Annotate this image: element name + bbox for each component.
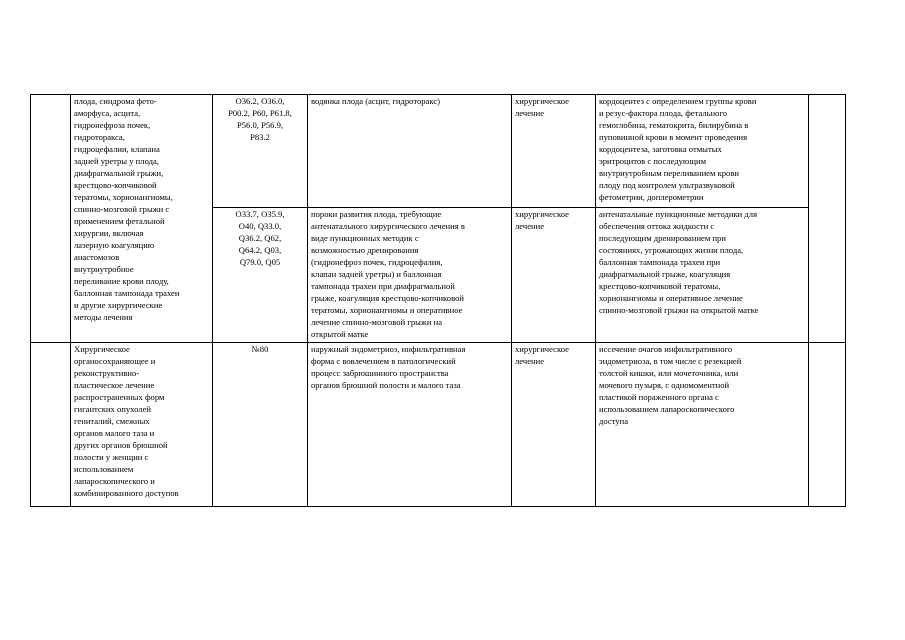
row-number-cell (31, 343, 71, 507)
patient-model-cell: пороки развития плода, требующие антенатального хирургического лечения в виде пункционных методик с возможностью дренирования (гидронефроз почек, гидроцефалия, клапан задней уретры) и баллонная тампонада трахеи при диафрагмальной грыже, коагуляция крестцово-копчиковой тератомы, хорионангиомы и оперативное лечение спинно-мозговой грыжи на открытой матке (308, 208, 512, 343)
treatment-method-cell: иссечение очагов инфильтративного эндометриоза, в том числе с резекцией толстой кишки, или мочеточника, или мочевого пузыря, с одномоментной пластикой пораженного органа с использованием лапароскопического доступа (596, 343, 809, 507)
treatment-method-cell: антенатальные пункционные методики для обеспечения оттока жидкости с последующим дренированием при состояниях, угрожающих жизни плода, баллонная тампонада трахеи при диафрагмальной грыже, коагуляция крестцово-копчиковой тератомы, хорионангиомы и оперативное лечение спинно-мозговой грыжи на открытой матке (596, 208, 809, 343)
patient-model-cell: наружный эндометриоз, инфильтративная форма с вовлечением в патологический процесс забрюшинного пространства органов брюшной полости и малого таза (308, 343, 512, 507)
cost-cell (809, 95, 846, 343)
treatment-type-cell: хирургическое лечение (512, 95, 596, 208)
care-name-cell: плода, синдрома фето- аморфуса, асцита, гидронефроза почек, гидроторакса, гидроцефалии, клапана задней уретры у плода, диафрагмальной грыжи, крестцово-копчиковой тератомы, хорионангиомы, спинно-мозговой грыжи с применением фетальной хирургии, включая лазерную коагуляцию анастомозов внутриутробное переливание крови плоду, баллонная тампонада трахеи и другие хирургические методы лечения (71, 95, 213, 343)
patient-model-cell: водянка плода (асцит, гидроторакс) (308, 95, 512, 208)
treatment-type-cell: хирургическое лечение (512, 208, 596, 343)
cost-cell (809, 343, 846, 507)
icd-codes-cell: O33.7, O35.9, O40, Q33.0, Q36.2, Q62, Q64.2, Q03, Q79.0, Q05 (213, 208, 308, 343)
treatment-type-cell: хирургическое лечение (512, 343, 596, 507)
medical-care-table (30, 94, 846, 507)
icd-codes-cell: O36.2, O36.0, P00.2, P60, P61.8, P56.0, P56.9, P83.2 (213, 95, 308, 208)
table-row (31, 343, 846, 507)
icd-codes-cell: №80 (213, 343, 308, 507)
treatment-method-cell: кордоцентез с определением группы крови и резус-фактора плода, фетального гемоглобина, гематокрита, билирубина в пуповинной крови в момент проведения кордоцентеза, заготовка отмытых эритроцитов с последующим внутриутробным переливанием крови плоду под контролем ультразвуковой фетометрии, доплерометрии (596, 95, 809, 208)
table-row (31, 95, 846, 208)
care-name-cell: Хирургическое органосохраняющее и реконструктивно- пластическое лечение распространенных форм гигантских опухолей гениталий, смежных органов малого таза и других органов брюшной полости у женщин с использованием лапароскопического и комбинированного доступов (71, 343, 213, 507)
row-number-cell (31, 95, 71, 343)
